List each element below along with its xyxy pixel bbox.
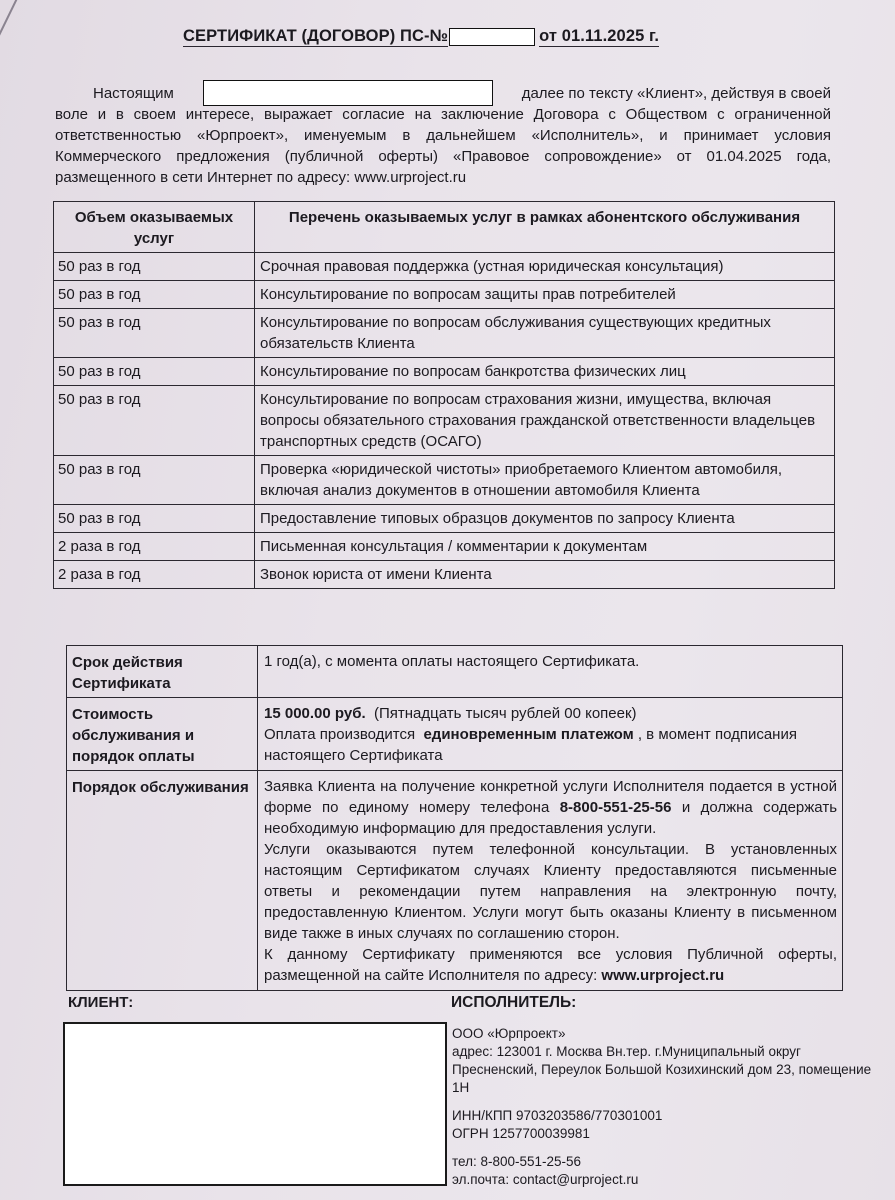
spacer [452,1097,872,1107]
header-volume: Объем оказываемых услуг [54,202,255,253]
table-row [54,456,835,505]
service-description: Консультирование по вопросам защиты прав потребителей [255,281,835,309]
cost-amount-line [264,703,837,724]
service-order-p3-text: К данному Сертификату применяются все условия Публичной оферты, размещенной на сайте Исполнителя по адресу: [264,946,837,984]
service-description: Звонок юриста от имени Клиента [255,561,835,589]
table-row [54,505,835,533]
service-description: Письменная консультация / комментарии к документам [255,533,835,561]
service-volume: 50 раз в год [54,505,255,533]
payment-prefix: Оплата производится [264,726,416,743]
service-volume: 2 раза в год [54,533,255,561]
service-order-value [258,771,843,991]
executor-inn-kpp: ИНН/КПП 9703203586/770301001 [452,1108,663,1123]
offer-website: www.urproject.ru [601,967,725,984]
executor-signature-label: ИСПОЛНИТЕЛЬ: [451,994,577,1011]
terms-table [66,645,843,991]
service-description: Срочная правовая поддержка (устная юридическая консультация) [255,253,835,281]
service-order-p1-suffix: и должна содержать необходимую информацию для предоставления услуги. [264,799,838,837]
table-row [54,386,835,456]
intro-after-name: далее по тексту «Клиент», действуя в своей [521,85,831,102]
service-description: Консультирование по вопросам банкротства физических лиц [255,358,835,386]
intro-paragraph [55,78,831,188]
service-order-p3 [264,944,837,986]
validity-row [67,646,843,698]
table-row [54,309,835,358]
payment-method: единовременным платежом [423,726,634,743]
spacer [452,1143,872,1153]
table-row [54,358,835,386]
cost-amount: 15 000.00 руб. [264,705,366,722]
redacted-certificate-number [449,28,535,46]
service-volume: 2 раза в год [54,561,255,589]
service-volume: 50 раз в год [54,386,255,456]
hotline-phone: 8-800-551-25-56 [559,799,672,816]
service-order-row [67,771,843,991]
service-description: Предоставление типовых образцов документов по запросу Клиента [255,505,835,533]
service-volume: 50 раз в год [54,358,255,386]
executor-ogrn: ОГРН 1257700039981 [452,1126,590,1141]
table-row [54,253,835,281]
service-volume: 50 раз в год [54,281,255,309]
executor-phone: тел: 8-800-551-25-56 [452,1154,582,1169]
service-order-p1-text: Заявка Клиента на получение конкретной услуги Исполнителя подается в устной форме по единому номеру телефона [264,778,837,816]
service-description: Консультирование по вопросам страхования жизни, имущества, включая вопросы обязательного страхования гражданской ответственности владельцев транспортных средств (ОСАГО) [255,386,835,456]
redacted-client-name [203,80,493,106]
executor-name: ООО «Юрпроект» [452,1026,566,1041]
client-signature-label: КЛИЕНТ: [68,994,134,1011]
title-prefix: СЕРТИФИКАТ (ДОГОВОР) ПС-№ [183,27,449,45]
intro-first-line [55,78,831,104]
service-order-p1 [264,776,837,839]
table-row [54,533,835,561]
title-date: от 01.11.2025 г. [539,27,660,45]
services-table [53,201,835,589]
cost-row [67,698,843,771]
service-order-label: Порядок обслуживания [67,771,258,991]
intro-lead: Настоящим [93,85,174,102]
table-row [54,561,835,589]
payment-suffix: , в момент подписания настоящего Сертификата [264,726,797,764]
header-services: Перечень оказываемых услуг в рамках абонентского обслуживания [255,202,835,253]
validity-label: Срок действия Сертификата [67,646,258,698]
service-description: Проверка «юридической чистоты» приобретаемого Клиентом автомобиля, включая анализ документов в отношении автомобиля Клиента [255,456,835,505]
cost-amount-words: (Пятнадцать тысяч рублей 00 копеек) [373,705,637,722]
cost-label: Стоимость обслуживания и порядок оплаты [67,698,258,771]
service-volume: 50 раз в год [54,309,255,358]
cost-value [258,698,843,771]
executor-details [452,1025,872,1189]
service-volume: 50 раз в год [54,253,255,281]
service-description: Консультирование по вопросам обслуживания существующих кредитных обязательств Клиента [255,309,835,358]
service-volume: 50 раз в год [54,456,255,505]
validity-value: 1 год(а), с момента оплаты настоящего Сертификата. [258,646,843,698]
table-row [54,281,835,309]
payment-line [264,724,837,766]
intro-body: воле и в своем интересе, выражает согласие на заключение Договора с Обществом с ограниченной ответственностью «Юрпроект», именуемым в дальнейшем «Исполнитель», и принимает условия Коммерческого предложения (публичной оферты) «Правовое сопровождение» от 01.04.2025 года, размещенного в сети Интернет по адресу: www.urproject.ru [55,106,831,186]
executor-address: адрес: 123001 г. Москва Вн.тер. г.Муниципальный округ Пресненский, Переулок Большой Козихинский дом 23, помещение 1Н [452,1044,872,1095]
service-order-p2: Услуги оказываются путем телефонной консультации. В установленных настоящим Сертификатом случаях Клиенту предоставляются письменные ответы и рекомендации путем направления на электронную почту, предоставленную Клиентом. Услуги могут быть оказаны Клиенту в письменном виде также в иных случаях по соглашению сторон. [264,841,837,942]
executor-email: эл.почта: contact@urproject.ru [452,1172,639,1187]
redacted-client-details [63,1022,447,1186]
services-header-row [54,202,835,253]
document-title [183,27,659,47]
